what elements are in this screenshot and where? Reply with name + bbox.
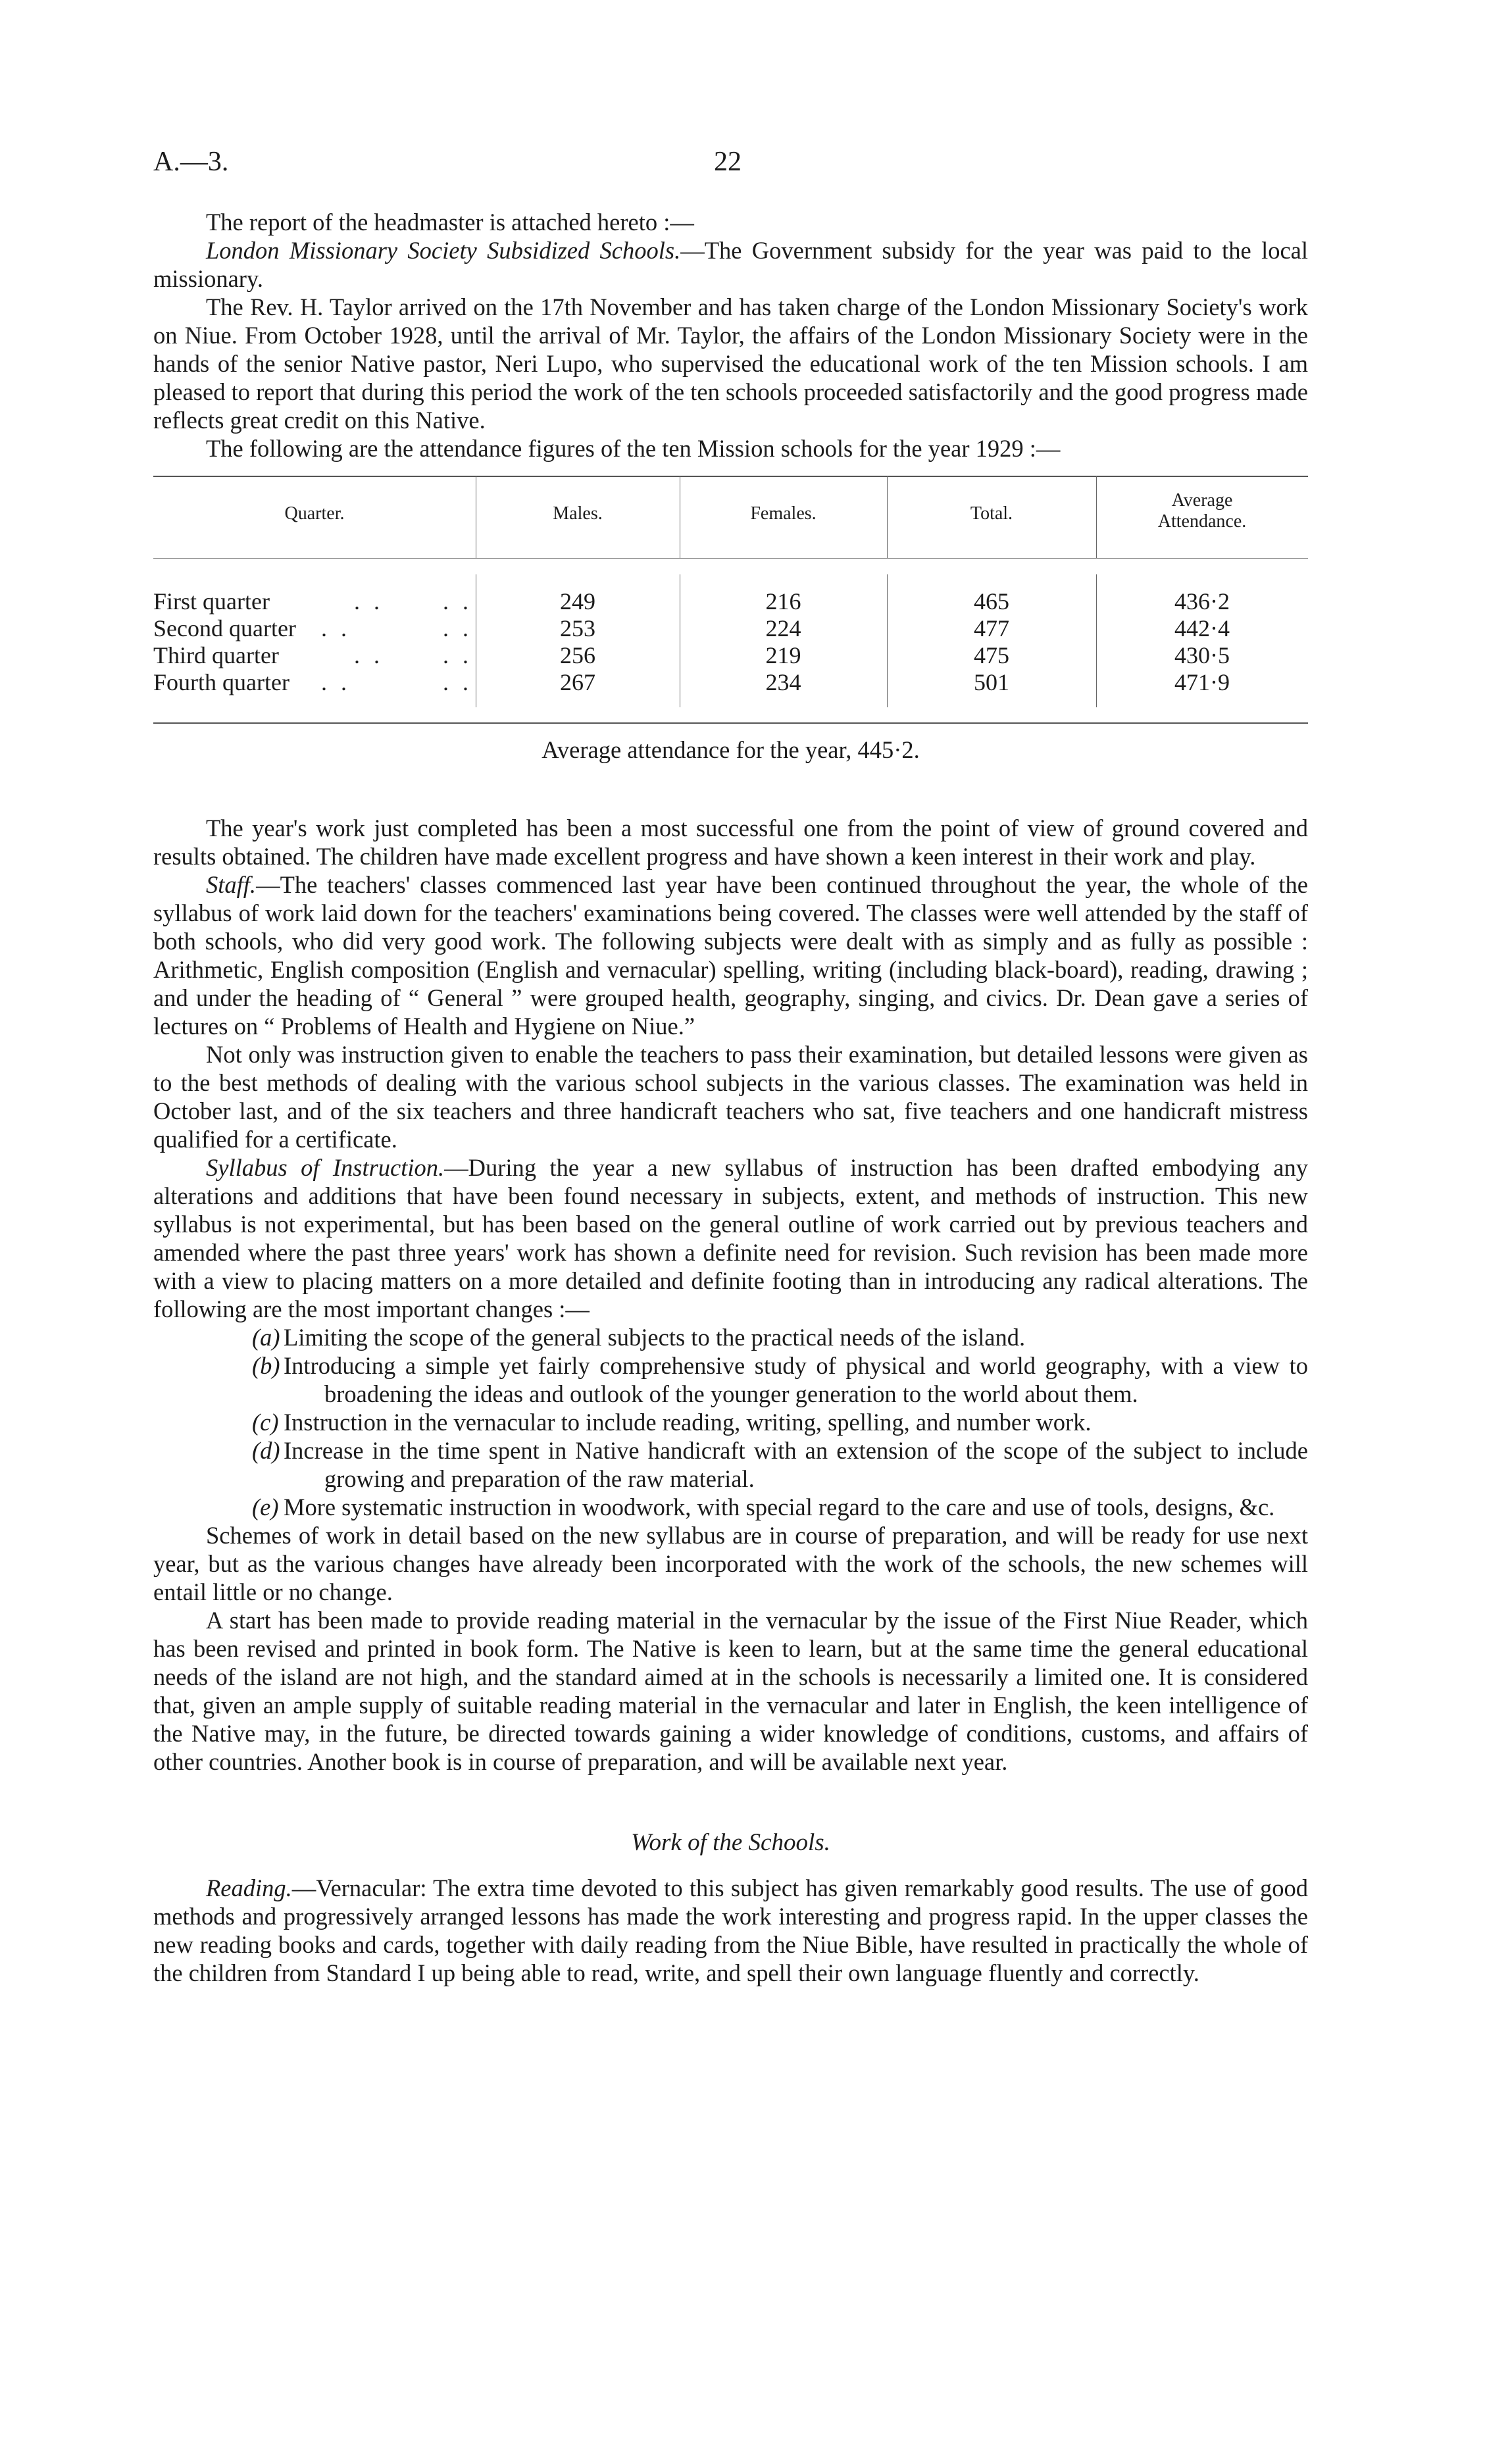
report-paragraph-3: Not only was instruction given to enable the teachers to pass their examination, but detailed lessons were given as to the best methods of dealing with the various school subjects in the various classes. The examination was held in October last, and of the six teachers and three handicraft teachers who sat, five teachers and one handicraft mistress qualified for a certificate. — [153, 1041, 1308, 1153]
staff-text: —The teachers' classes commenced last year have been continued throughout the year, the whole of the syllabus of work laid down for the teachers' examinations being covered. The classes were well attended by the staff of both schools, who did very good work. The following subjects were dealt with as simply and as fully as possible : Arithmetic, English composition (English and vernacular) spelling, writing (including black-board), reading, drawing ; and under the heading of “ General ” were grouped health, geography, singing, and civics. Dr. Dean gave a series of lectures on “ Problems of Health and Hygiene on Niue.” — [153, 871, 1308, 1040]
lms-text: —The Government subsidy for the year was paid to the local missionary. — [153, 237, 1308, 292]
attendance-table — [153, 476, 1308, 724]
row-average: 471·9 — [1174, 669, 1230, 695]
list-item-text: More systematic instruction in woodwork, with special regard to the care and use of tools, designs, &c. — [284, 1494, 1275, 1521]
reading-paragraph — [153, 1874, 1308, 1987]
row-total: 465 — [974, 588, 1009, 615]
section-heading: Work of the Schools. — [631, 1829, 830, 1856]
row-quarter: Third quarter — [153, 642, 279, 668]
syllabus-text: —During the year a new syllabus of instruction has been drafted embodying any alterations and additions that have been found necessary in subjects, extent, and methods of instruction. This new syllabus is not experimental, but has been based on the general outline of work carried out by previous teachers and amended where the past three years' work has shown a definite need for revision. Such revision has been made more with a view to placing matters on a more detailed and definite footing than in introducing any radical alterations. The following are the most important changes :— — [153, 1154, 1309, 1322]
changes-list — [252, 1323, 1308, 1521]
list-marker: (e) — [252, 1494, 279, 1521]
row-average: 430·5 — [1174, 642, 1230, 668]
row-males: 256 — [560, 642, 595, 668]
list-item-text: Increase in the time spent in Native handicraft with an extension of the scope of the subject to include growing and preparation of the raw material. — [284, 1437, 1308, 1492]
table-bottom-rule — [153, 722, 1308, 724]
lms-heading: London Missionary Society Subsidized Schools. — [206, 237, 681, 264]
average-attendance-note: Average attendance for the year, 445·2. — [541, 736, 920, 763]
list-item-text: Instruction in the vernacular to include reading, writing, spelling, and number work. — [284, 1409, 1092, 1436]
reading-text: —Vernacular: The extra time devoted to this subject has given remarkably good results. The use of good methods and progressively arranged lessons has made the work interesting and progress rapid. In the upper classes the new reading books and cards, together with daily reading from the Niue Bible, have resulted in practically the whole of the children from Standard I up being able to read, write, and spell their own language fluently and correctly. — [153, 1874, 1308, 1986]
row-leader: . . — [321, 615, 351, 641]
report-paragraph-1: The year's work just completed has been a most successful one from the point of view of ground covered and results obtained. The children have made excellent progress and have shown a keen interest in their work and play. — [153, 815, 1308, 870]
row-leader: . . — [321, 669, 351, 695]
row-total: 475 — [974, 642, 1009, 668]
running-header — [153, 146, 1308, 186]
intro-paragraph-2 — [153, 236, 1308, 293]
list-item — [252, 1493, 1308, 1521]
reading-heading: Reading. — [206, 1874, 292, 1901]
list-item — [252, 1323, 1308, 1351]
row-total: 477 — [974, 615, 1009, 641]
intro-paragraph-1: The report of the headmaster is attached hereto :— — [206, 209, 694, 236]
row-females: 224 — [765, 615, 801, 641]
header-attendance: Attendance. — [1157, 511, 1247, 532]
list-item-text: Introducing a simple yet fairly comprehensive study of physical and world geography, with a view to broadening the ideas and outlook of the younger generation to the world about them. — [284, 1352, 1308, 1407]
row-total: 501 — [974, 669, 1009, 695]
document-reference: A.—3. — [153, 147, 229, 177]
row-leader: . . — [443, 615, 472, 641]
row-males: 267 — [560, 669, 595, 695]
row-leader: . . — [443, 642, 472, 668]
header-rule — [153, 558, 1308, 559]
list-item-text: Limiting the scope of the general subjects to the practical needs of the island. — [284, 1324, 1026, 1351]
row-males: 249 — [560, 588, 595, 615]
row-leader: . . — [354, 642, 384, 668]
intro-paragraph-3: The Rev. H. Taylor arrived on the 17th November and has taken charge of the London Missionary Society's work on Niue. From October 1928, until the arrival of Mr. Taylor, the affairs of the London Missionary Society were in the hands of the senior Native pastor, Neri Lupo, who supervised the educational work of the ten Mission schools. I am pleased to report that during this period the work of the ten schools proceeded satisfactorily and the good progress made reflects great credit on this Native. — [153, 293, 1308, 434]
header-males: Males. — [553, 503, 603, 524]
row-leader: . . — [443, 588, 472, 615]
list-marker: (c) — [252, 1409, 279, 1436]
page-number: 22 — [714, 147, 742, 177]
staff-paragraph — [153, 870, 1308, 1040]
list-item — [252, 1408, 1308, 1436]
row-quarter: Fourth quarter — [153, 669, 289, 695]
syllabus-heading: Syllabus of Instruction. — [206, 1154, 445, 1181]
body-text — [153, 208, 1308, 1987]
intro-paragraph-4: The following are the attendance figures of the ten Mission schools for the year 1929 :— — [206, 435, 1061, 462]
header-quarter: Quarter. — [284, 503, 345, 524]
row-females: 234 — [765, 669, 801, 695]
row-leader: . . — [443, 669, 472, 695]
row-males: 253 — [560, 615, 595, 641]
row-females: 219 — [765, 642, 801, 668]
report-paragraph-5: Schemes of work in detail based on the new syllabus are in course of preparation, and will be ready for use next year, but as the various changes have already been incorporated with the work of the schools, the new schemes will entail little or no change. — [153, 1522, 1308, 1605]
table-top-rule — [153, 476, 1308, 477]
report-paragraph-6: A start has been made to provide reading material in the vernacular by the issue of the First Niue Reader, which has been revised and printed in book form. The Native is keen to learn, but at the same time the general educational needs of the island are not high, and the standard aimed at in the schools is necessarily a limited one. It is considered that, given an ample supply of suitable reading material in the vernacular and later in English, the keen intelligence of the Native may, in the future, be directed towards gaining a wider knowledge of conditions, customs, and affairs of other countries. Another book is in course of preparation, and will be available next year. — [153, 1607, 1308, 1775]
header-average: Average — [1171, 490, 1233, 511]
header-total: Total. — [970, 503, 1013, 524]
list-item — [252, 1351, 1308, 1408]
list-marker: (b) — [252, 1352, 280, 1379]
row-quarter: Second quarter — [153, 615, 296, 641]
list-marker: (a) — [252, 1324, 280, 1351]
row-leader: . . — [354, 588, 384, 615]
syllabus-paragraph — [153, 1153, 1308, 1323]
row-females: 216 — [765, 588, 801, 615]
list-item — [252, 1436, 1308, 1493]
row-average: 442·4 — [1174, 615, 1230, 641]
row-quarter: First quarter — [153, 588, 270, 615]
row-average: 436·2 — [1174, 588, 1230, 615]
staff-heading: Staff. — [206, 871, 257, 898]
list-marker: (d) — [252, 1437, 280, 1464]
header-females: Females. — [750, 503, 817, 524]
